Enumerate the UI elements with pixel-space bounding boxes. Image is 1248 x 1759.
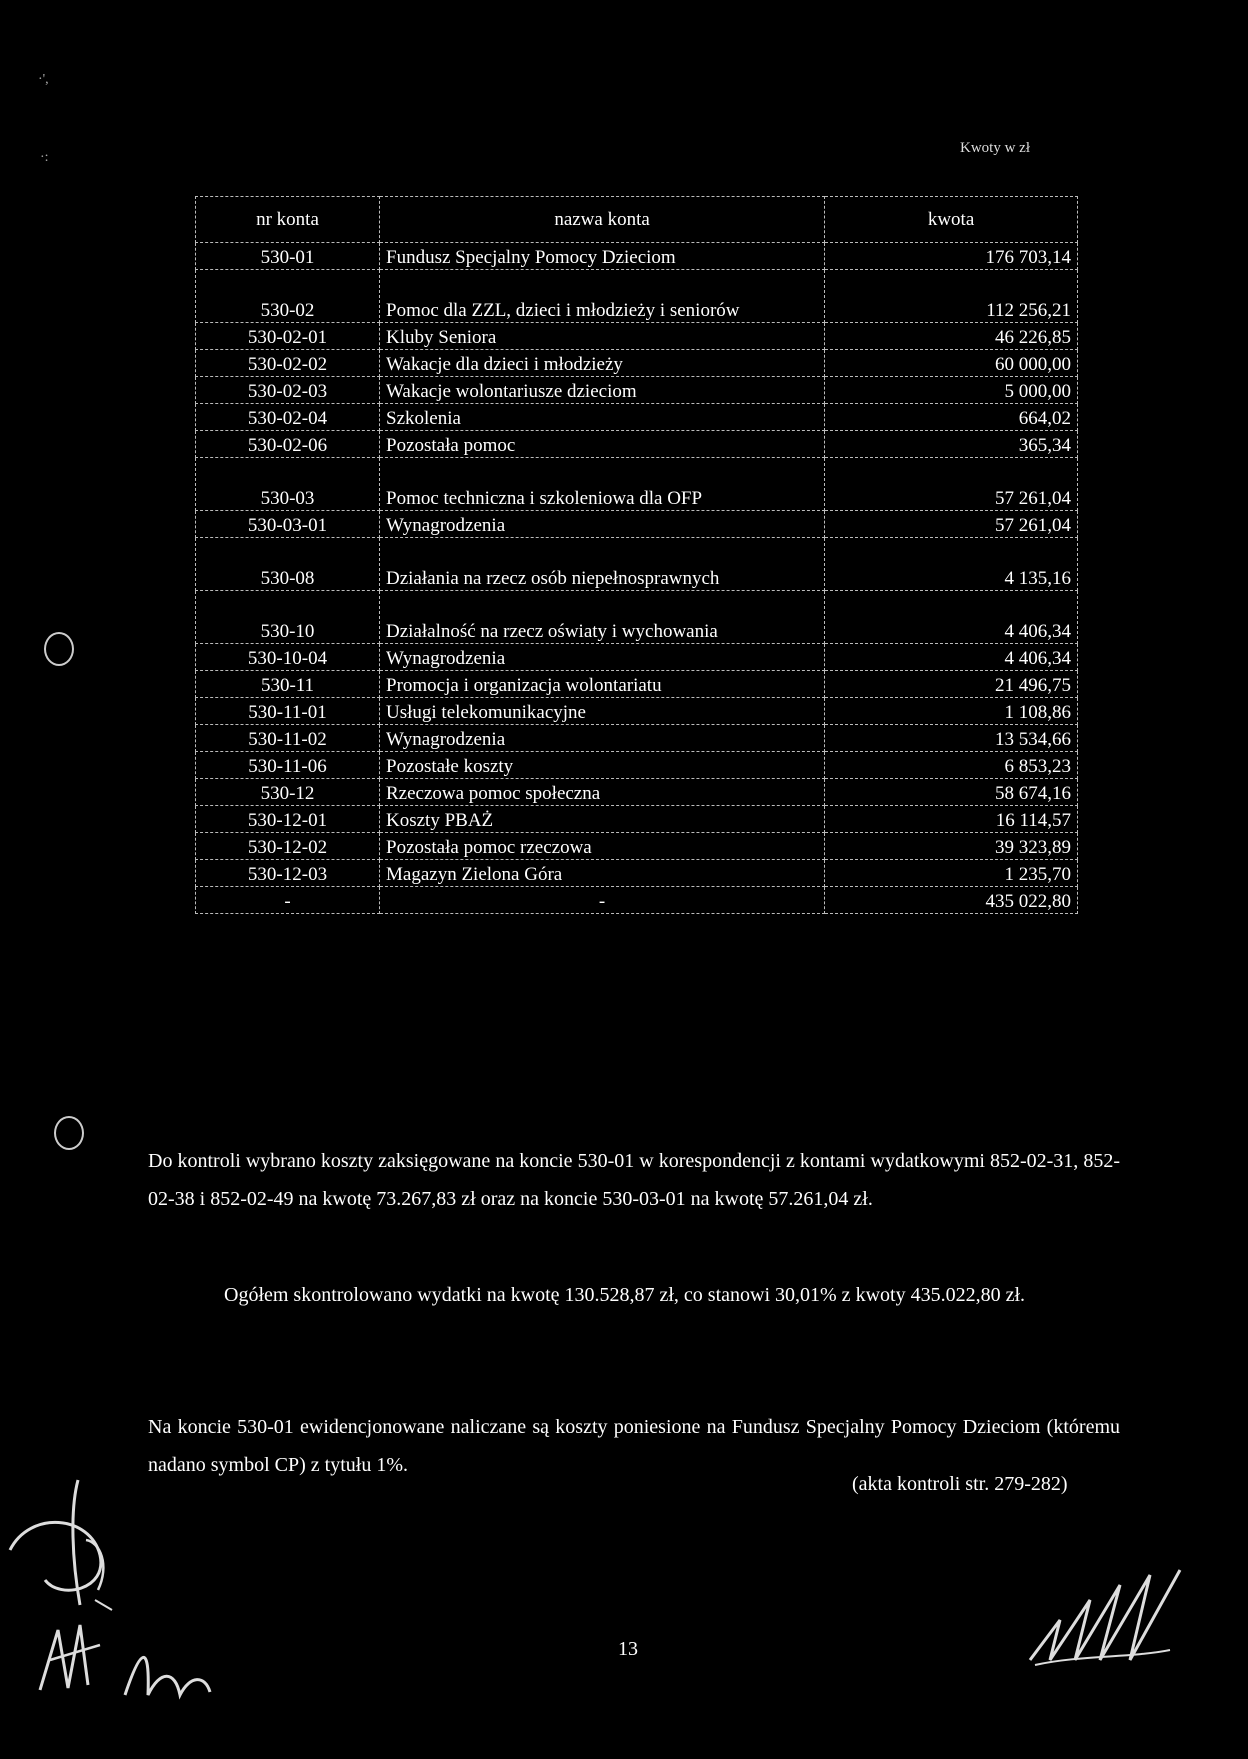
control-files-reference: (akta kontroli str. 279-282) bbox=[852, 1473, 1068, 1495]
scan-mark-top-2: ·: bbox=[40, 150, 49, 165]
account-name: Kluby Seniora bbox=[380, 323, 825, 350]
account-number: 530-12 bbox=[196, 779, 380, 806]
table-row bbox=[196, 404, 1078, 431]
table-row bbox=[196, 752, 1078, 779]
paragraph-total-controlled: Ogółem skontrolowano wydatki na kwotę 130.528,87 zł, co stanowi 30,01% z kwoty 435.022,80 zł. bbox=[224, 1284, 1025, 1306]
account-amount: 365,34 bbox=[825, 431, 1078, 458]
table-row bbox=[196, 350, 1078, 377]
signature-bottom-left-icon bbox=[30, 1600, 230, 1710]
column-header-account-number: nr konta bbox=[196, 197, 380, 243]
column-header-account-name: nazwa konta bbox=[380, 197, 825, 243]
account-number: 530-02-01 bbox=[196, 323, 380, 350]
account-name: Fundusz Specjalny Pomocy Dzieciom bbox=[380, 243, 825, 270]
account-name: Pozostała pomoc rzeczowa bbox=[380, 833, 825, 860]
account-number: 530-11 bbox=[196, 671, 380, 698]
account-number: 530-02 bbox=[196, 270, 380, 323]
account-amount: 664,02 bbox=[825, 404, 1078, 431]
account-name: Usługi telekomunikacyjne bbox=[380, 698, 825, 725]
account-number: 530-02-04 bbox=[196, 404, 380, 431]
account-number: 530-10-04 bbox=[196, 644, 380, 671]
total-amount: 435 022,80 bbox=[825, 887, 1078, 914]
table-header-row bbox=[196, 197, 1078, 243]
account-name: Pozostała pomoc bbox=[380, 431, 825, 458]
account-amount: 1 235,70 bbox=[825, 860, 1078, 887]
account-amount: 13 534,66 bbox=[825, 725, 1078, 752]
accounts-table-wrapper bbox=[195, 196, 1078, 914]
account-number: 530-02-03 bbox=[196, 377, 380, 404]
account-amount: 4 406,34 bbox=[825, 591, 1078, 644]
table-row bbox=[196, 671, 1078, 698]
account-number: 530-11-02 bbox=[196, 725, 380, 752]
table-row bbox=[196, 698, 1078, 725]
table-row bbox=[196, 644, 1078, 671]
account-amount: 16 114,57 bbox=[825, 806, 1078, 833]
account-number: 530-03 bbox=[196, 458, 380, 511]
account-name: Koszty PBAŻ bbox=[380, 806, 825, 833]
account-name: Pomoc dla ZZL, dzieci i młodzieży i seniorów bbox=[380, 270, 825, 323]
table-row bbox=[196, 323, 1078, 350]
account-name: Magazyn Zielona Góra bbox=[380, 860, 825, 887]
account-number: 530-02-02 bbox=[196, 350, 380, 377]
account-number: 530-12-01 bbox=[196, 806, 380, 833]
account-name: Rzeczowa pomoc społeczna bbox=[380, 779, 825, 806]
account-amount: 4 406,34 bbox=[825, 644, 1078, 671]
account-name: Działalność na rzecz oświaty i wychowania bbox=[380, 591, 825, 644]
paragraph-controlled-costs: Do kontroli wybrano koszty zaksięgowane na koncie 530-01 w korespondencji z kontami wydatkowymi 852-02-31, 852-02-38 i 852-02-49 na kwotę 73.267,83 zł oraz na koncie 530-03-01 na kwotę 57.261,04 zł. bbox=[148, 1150, 1120, 1210]
account-name: Wynagrodzenia bbox=[380, 511, 825, 538]
signature-initials-icon bbox=[0, 1470, 140, 1620]
table-row bbox=[196, 431, 1078, 458]
account-amount: 5 000,00 bbox=[825, 377, 1078, 404]
account-amount: 58 674,16 bbox=[825, 779, 1078, 806]
account-number: 530-12-02 bbox=[196, 833, 380, 860]
account-amount: 46 226,85 bbox=[825, 323, 1078, 350]
account-number: 530-11-06 bbox=[196, 752, 380, 779]
account-amount: 4 135,16 bbox=[825, 538, 1078, 591]
account-amount: 39 323,89 bbox=[825, 833, 1078, 860]
account-number: 530-01 bbox=[196, 243, 380, 270]
account-number: 530-11-01 bbox=[196, 698, 380, 725]
account-amount: 57 261,04 bbox=[825, 458, 1078, 511]
account-number: 530-03-01 bbox=[196, 511, 380, 538]
account-name: Pozostałe koszty bbox=[380, 752, 825, 779]
binder-hole-icon bbox=[54, 1116, 84, 1150]
account-amount: 6 853,23 bbox=[825, 752, 1078, 779]
account-amount: 112 256,21 bbox=[825, 270, 1078, 323]
table-row bbox=[196, 243, 1078, 270]
account-amount: 60 000,00 bbox=[825, 350, 1078, 377]
table-row bbox=[196, 833, 1078, 860]
scan-mark-top: ·', bbox=[38, 72, 49, 87]
account-name: Wakacje wolontariusze dzieciom bbox=[380, 377, 825, 404]
table-row bbox=[196, 458, 1078, 511]
account-number: 530-10 bbox=[196, 591, 380, 644]
column-header-amount: kwota bbox=[825, 197, 1078, 243]
table-total-row bbox=[196, 887, 1078, 914]
binder-hole-icon bbox=[44, 632, 74, 666]
amounts-unit-label: Kwoty w zł bbox=[960, 140, 1030, 156]
account-name: Działania na rzecz osób niepełnosprawnych bbox=[380, 538, 825, 591]
table-row bbox=[196, 806, 1078, 833]
total-number-placeholder: - bbox=[196, 887, 380, 914]
page-number: 13 bbox=[618, 1638, 638, 1660]
account-name: Wakacje dla dzieci i młodzieży bbox=[380, 350, 825, 377]
account-amount: 57 261,04 bbox=[825, 511, 1078, 538]
account-amount: 21 496,75 bbox=[825, 671, 1078, 698]
table-row bbox=[196, 860, 1078, 887]
account-name: Wynagrodzenia bbox=[380, 725, 825, 752]
table-row bbox=[196, 591, 1078, 644]
table-row bbox=[196, 725, 1078, 752]
table-row bbox=[196, 779, 1078, 806]
account-number: 530-02-06 bbox=[196, 431, 380, 458]
account-name: Promocja i organizacja wolontariatu bbox=[380, 671, 825, 698]
total-name-placeholder: - bbox=[380, 887, 825, 914]
account-name: Pomoc techniczna i szkoleniowa dla OFP bbox=[380, 458, 825, 511]
table-row bbox=[196, 270, 1078, 323]
account-name: Wynagrodzenia bbox=[380, 644, 825, 671]
account-amount: 176 703,14 bbox=[825, 243, 1078, 270]
signature-bottom-right-icon bbox=[1020, 1560, 1200, 1680]
account-number: 530-08 bbox=[196, 538, 380, 591]
accounts-table bbox=[195, 196, 1078, 914]
account-number: 530-12-03 bbox=[196, 860, 380, 887]
paragraph-account-530-01: Na koncie 530-01 ewidencjonowane naliczane są koszty poniesione na Fundusz Specjalny Pomocy Dzieciom (któremu nadano symbol CP) z tytułu 1%. bbox=[148, 1416, 1120, 1476]
account-amount: 1 108,86 bbox=[825, 698, 1078, 725]
table-row bbox=[196, 377, 1078, 404]
account-name: Szkolenia bbox=[380, 404, 825, 431]
table-row bbox=[196, 538, 1078, 591]
table-row bbox=[196, 511, 1078, 538]
